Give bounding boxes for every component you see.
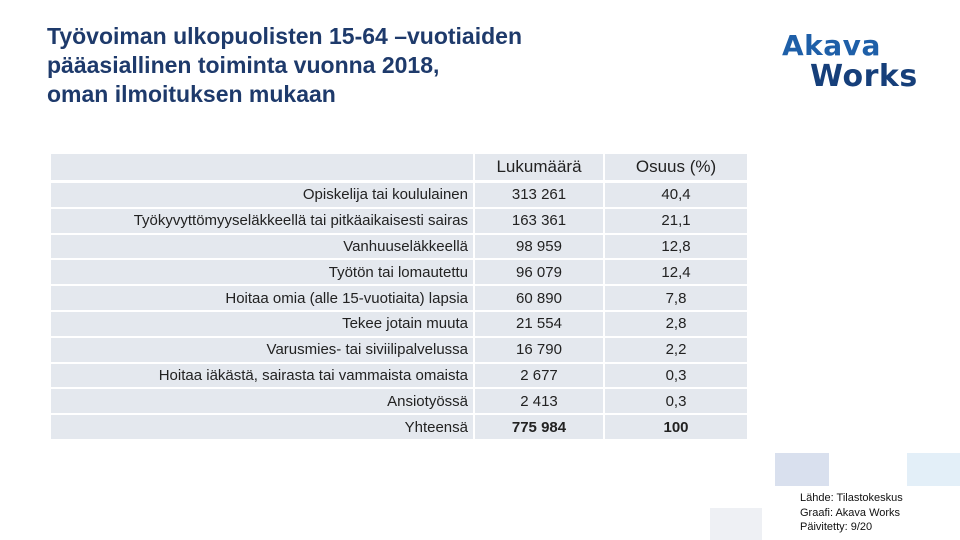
row-count-cell: 2 413 xyxy=(474,388,604,414)
row-count-cell: 98 959 xyxy=(474,234,604,260)
row-share-cell: 7,8 xyxy=(604,285,748,311)
decorative-square xyxy=(710,508,762,540)
row-label-cell: Vanhuuseläkkeellä xyxy=(50,234,474,260)
row-share-cell: 2,8 xyxy=(604,311,748,337)
table-header-row xyxy=(50,153,748,181)
row-count-cell: 2 677 xyxy=(474,363,604,389)
row-share-cell: 2,2 xyxy=(604,337,748,363)
source-note xyxy=(800,491,950,535)
activity-table xyxy=(50,153,748,440)
title-line-2: pääasiallinen toiminta vuonna 2018, xyxy=(47,52,440,78)
row-label-cell: Työkyvyttömyyseläkkeellä tai pitkäaikaisesti sairas xyxy=(50,208,474,234)
row-label-cell: Tekee jotain muuta xyxy=(50,311,474,337)
row-share-cell: 21,1 xyxy=(604,208,748,234)
header-count-cell: Lukumäärä xyxy=(474,153,604,181)
total-share-cell: 100 xyxy=(604,414,748,440)
row-share-cell: 12,8 xyxy=(604,234,748,260)
table-row xyxy=(50,208,748,234)
table-row xyxy=(50,285,748,311)
row-label-cell: Hoitaa iäkästä, sairasta tai vammaista omaista xyxy=(50,363,474,389)
row-label-cell: Varusmies- tai siviilipalvelussa xyxy=(50,337,474,363)
decorative-square xyxy=(775,453,829,486)
table-row xyxy=(50,363,748,389)
row-share-cell: 0,3 xyxy=(604,363,748,389)
row-label-cell: Opiskelija tai koululainen xyxy=(50,182,474,208)
akava-works-logo xyxy=(782,31,922,93)
title-line-3: oman ilmoituksen mukaan xyxy=(47,81,336,107)
title-line-1: Työvoiman ulkopuolisten 15-64 –vuotiaiden xyxy=(47,23,523,49)
table-row xyxy=(50,182,748,208)
table-row xyxy=(50,259,748,285)
updated-line: Päivitetty: 9/20 xyxy=(800,521,873,533)
row-share-cell: 12,4 xyxy=(604,259,748,285)
header-label-cell xyxy=(50,153,474,181)
logo-line-1: Akava xyxy=(782,29,881,62)
row-label-cell: Työtön tai lomautettu xyxy=(50,259,474,285)
row-count-cell: 21 554 xyxy=(474,311,604,337)
table-row xyxy=(50,234,748,260)
row-count-cell: 163 361 xyxy=(474,208,604,234)
decorative-square xyxy=(907,453,960,486)
source-line: Lähde: Tilastokeskus xyxy=(800,492,903,504)
graph-credit-line: Graafi: Akava Works xyxy=(800,506,901,519)
table-row xyxy=(50,311,748,337)
table-total-row xyxy=(50,414,748,440)
row-label-cell: Ansiotyössä xyxy=(50,388,474,414)
table-row xyxy=(50,337,748,363)
row-count-cell: 313 261 xyxy=(474,182,604,208)
table-row xyxy=(50,388,748,414)
logo-line-2: Works xyxy=(810,59,918,94)
total-count-cell: 775 984 xyxy=(474,414,604,440)
row-count-cell: 96 079 xyxy=(474,259,604,285)
row-count-cell: 16 790 xyxy=(474,337,604,363)
row-share-cell: 40,4 xyxy=(604,182,748,208)
row-count-cell: 60 890 xyxy=(474,285,604,311)
row-label-cell: Hoitaa omia (alle 15-vuotiaita) lapsia xyxy=(50,285,474,311)
page-title xyxy=(47,22,687,109)
total-label-cell: Yhteensä xyxy=(50,414,474,440)
row-share-cell: 0,3 xyxy=(604,388,748,414)
header-share-cell: Osuus (%) xyxy=(604,153,748,181)
